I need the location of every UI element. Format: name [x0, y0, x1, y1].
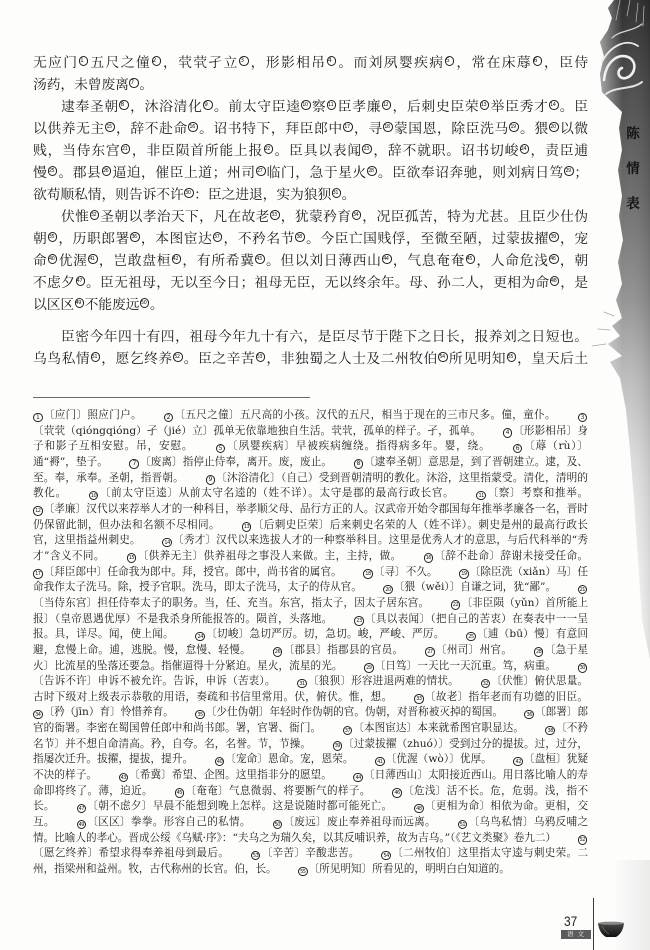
note-marker: 37	[213, 232, 223, 242]
footnote-item	[216, 440, 491, 452]
footnote-item	[129, 456, 332, 468]
footnote-term: 〔奄奄〕	[185, 784, 229, 797]
footnote-number: 55	[298, 867, 308, 877]
text-line: 臣密今年四十有四，祖母今年九十有六，是臣尽节于陛下之日长，报养刘之日短也。	[61, 329, 588, 345]
footnote-number: 43	[119, 773, 129, 783]
note-marker: 12	[382, 100, 392, 110]
footnote-term: 〔孝廉〕	[43, 502, 87, 515]
footnote-item	[77, 816, 251, 828]
footnote-explanation: 受到过分的提拔。过，过分，指屡次迁升。拔擢，提拔，提升。	[33, 737, 589, 766]
note-marker: 50	[140, 298, 150, 308]
note-marker: 16	[188, 122, 198, 132]
footnote-term: 〔夙婴疾病〕	[226, 440, 296, 453]
footnote-term: 〔逮奉圣朝〕	[364, 455, 429, 468]
text-line: 朝 35 ，历职郎署 36 ，本图宦达 37 ，不矜名节 38 。今臣亡国贱俘，至微至陋，过蒙拔擢 39 ，宠	[33, 231, 589, 247]
footnote-number: 6	[513, 444, 523, 454]
footnote-term: 〔拜臣郎中〕	[43, 565, 108, 578]
footnote-item	[273, 816, 436, 828]
footer-divider	[593, 898, 594, 950]
text-line: 以区区 49 不能废远 50 。	[33, 297, 164, 313]
footnote-number: 42	[513, 757, 523, 767]
note-marker: 21	[121, 144, 131, 154]
note-marker: 52	[173, 352, 183, 362]
footnote-number: 50	[273, 820, 283, 830]
note-marker: 46	[549, 254, 559, 264]
footnote-explanation: 孤单无依靠地独自生活。茕茕，孤单的样子。孑，孤单。	[213, 424, 482, 437]
footnote-number: 21	[578, 585, 588, 595]
note-marker: 25	[48, 166, 58, 176]
footnote-term: 〔盘桓〕	[523, 753, 567, 766]
footnote-explanation: 有意回避，怠慢上命。逋，逃脱。慢，怠慢、轻慢。	[33, 628, 589, 656]
footnote-explanation: 希望求得奉养祖母到最后。	[98, 847, 230, 860]
footnote-number: 13	[242, 522, 252, 532]
footnote-term: 〔狼狈〕	[307, 675, 352, 688]
footnote-explanation: 担任侍奉太子的职务。当，任、充当。东宫，指太子，因太子居东宫。	[97, 596, 430, 609]
footnote-number: 45	[175, 788, 185, 798]
footnote-term: 〔除臣洗（xiǎn）马〕	[469, 565, 578, 578]
footnote-number: 30	[578, 663, 588, 673]
footnote-explanation: 气息微弱、将要断气的样子。	[228, 784, 371, 797]
footnote-term: 〔日笃〕	[374, 659, 418, 672]
footnote-explanation: 指年老而有功德的旧臣。	[468, 690, 589, 703]
footnote-number: 49	[77, 820, 87, 830]
footnote-term: 〔郡县〕	[283, 643, 328, 656]
footnote-explanation: 一天比一天沉重。笃，病重。	[417, 659, 557, 672]
footnote-term: 〔急于星火〕	[33, 643, 589, 672]
footnote-number: 51	[458, 820, 468, 830]
footnote-term: 〔寻〕	[373, 565, 406, 578]
note-marker: 33	[270, 210, 280, 220]
footnote-term: 〔故老〕	[424, 690, 469, 703]
note-marker: 44	[382, 254, 392, 264]
note-marker: 29	[564, 166, 574, 176]
footnote-explanation: 照应门户。	[87, 409, 142, 421]
note-marker: 13	[480, 100, 490, 110]
footnote-explanation: 供养祖母之事没人来做。主，主持，做。	[203, 549, 402, 562]
footnote-term: 〔后刺史臣荣〕	[252, 518, 330, 531]
footnote-number: 18	[363, 569, 373, 579]
note-marker: 22	[264, 144, 274, 154]
note-marker: 7	[129, 78, 139, 88]
note-marker: 4	[327, 56, 337, 66]
footnote-number: 7	[129, 459, 139, 469]
footnote-number: 53	[251, 851, 261, 861]
footnote-number: 5	[216, 444, 226, 454]
note-marker: 3	[239, 56, 249, 66]
footnote-number: 27	[425, 647, 435, 657]
footnote-explanation: 年轻时作伪朝的官。伪朝，对晋称被灭掉的蜀国。	[269, 706, 504, 719]
note-marker: 18	[383, 122, 393, 132]
note-marker: 24	[520, 144, 530, 154]
page-number: 37	[564, 913, 578, 929]
footnote-item	[215, 753, 354, 765]
footnote-term: 〔希冀〕	[129, 769, 172, 782]
footnote-item	[383, 581, 556, 593]
footnote-number: 1	[33, 413, 43, 423]
footnote-term: 〔伏惟〕	[491, 675, 535, 688]
main-text	[33, 52, 588, 370]
subject-label: 语 文	[561, 930, 591, 939]
text-line: 无应门 1 五尺之僮 2 ，茕茕孑立 3 ，形影相吊 4 。而刘夙婴疾病 5 ，常在床蓐 6 ，臣侍	[33, 55, 589, 71]
footnote-term: 〔宠命〕	[225, 753, 269, 766]
footnote-term: 〔茕茕（qióngqióng）孑（jié）立〕	[33, 424, 214, 437]
footnote-term: 〔州司〕	[435, 643, 480, 656]
note-marker: 45	[466, 254, 476, 264]
footnote-explanation: 早晨不能想到晚上怎样。这是说随时都可能死亡。	[152, 800, 393, 813]
footnote-number: 39	[333, 741, 343, 751]
footnote-term: 〔切峻〕	[205, 628, 250, 641]
footnote-explanation: 活不长。危，危弱。浅，指不长。	[33, 784, 589, 813]
footnote-explanation: 恩命。宠，恩荣。	[268, 753, 354, 766]
footnote-number: 38	[545, 726, 555, 736]
note-marker: 39	[549, 232, 559, 242]
footnote-explanation: 乌鸦反哺之情。比喻人的孝心。晋成公绥《乌赋·序》：“夫乌之为瑞久矣，以其反哺识养，故为吉乌。”（《艺文类聚》卷九二）	[33, 816, 589, 844]
note-marker: 31	[332, 188, 342, 198]
footnote-explanation: 俯伏思量。古时下级对上级表示恭敬的用语，奏疏和书信里常用。伏，俯伏。惟，想。	[33, 675, 589, 703]
footnote-explanation: 辞谢未接受任命。	[500, 549, 589, 562]
footnote-item	[127, 550, 402, 562]
footnote-explanation: 郎官的衙署。李密在蜀国曾任郎中和尚书郎。署，官署、衙门。	[33, 706, 589, 735]
footnote-item	[89, 487, 455, 499]
note-marker: 36	[130, 232, 140, 242]
footnote-item	[33, 706, 174, 718]
footnote-explanation: 比流星的坠落还要急。指催逼得十分紧迫。星火，流星的光。	[54, 659, 343, 672]
footnote-item	[298, 863, 510, 875]
note-marker: 27	[256, 166, 266, 176]
footnote-number: 11	[476, 491, 486, 501]
note-marker: 23	[362, 144, 372, 154]
footnote-number: 19	[459, 569, 469, 579]
footnote-explanation: 废止奉养祖母而远离。	[326, 816, 436, 829]
note-marker: 32	[90, 210, 100, 220]
footnote-number: 37	[343, 726, 353, 736]
footnote-number: 4	[503, 428, 513, 438]
footnote-term: 〔察〕	[486, 487, 522, 500]
note-marker: 8	[119, 100, 129, 110]
footnote-number: 17	[33, 569, 43, 579]
footnote-number: 14	[162, 538, 172, 548]
footnote-explanation: （把自己的苦衷）在奏表中一一呈报。具，详尽。闻，使上闻。	[33, 612, 589, 641]
footnote-item	[77, 800, 393, 812]
footnote-term: 〔危浅〕	[402, 784, 447, 797]
footnotes	[33, 408, 588, 878]
footnote-explanation: 申诉不被允许。告诉，申诉（苦衷）。	[97, 675, 276, 688]
footnote-item	[33, 409, 142, 421]
footnote-number: 34	[33, 710, 43, 720]
footnote-item	[175, 785, 371, 797]
note-marker: 26	[102, 166, 112, 176]
footnote-term: 〔辞不赴命〕	[434, 549, 501, 562]
footnote-term: 〔前太守臣逵〕	[99, 487, 179, 500]
footnote-explanation: 指停止侍奉，离开。废，废止。	[182, 455, 333, 468]
footnote-explanation: 本来就希图官职显达。	[417, 722, 525, 735]
note-marker: 15	[105, 122, 115, 132]
note-marker: 5	[445, 56, 455, 66]
footnote-number: 46	[392, 788, 402, 798]
footnote-number: 23	[354, 616, 364, 626]
footnote-explanation: 考察和推举。	[521, 487, 589, 500]
footnote-term: 〔告诉不许〕	[33, 675, 98, 688]
text-line: 贱，当侍东宫 21 ，非臣陨首所能上报 22 。臣具以表闻 23 ，辞不就职。诏书切峻 24 ，责臣逋	[33, 143, 588, 159]
footnote-explanation: 辛酸悲苦。	[305, 847, 360, 860]
footnote-term: 〔废远〕	[283, 816, 327, 829]
footnote-term: 〔朝不虑夕〕	[87, 800, 153, 813]
footnote-item	[375, 753, 492, 765]
footnote-explanation: 急切严厉。切，急切。峻，严峻、严厉。	[249, 628, 445, 641]
note-marker: 10	[301, 100, 311, 110]
footnote-explanation: 拳拳。形容自己的私情。	[130, 816, 251, 829]
footnote-explanation: 汉代以来选拔人才的一种察举科目。这里是优秀人才的意思，与后代科举的“秀才”含义不同。	[33, 534, 589, 562]
footnote-term: 〔所见明知〕	[308, 863, 373, 876]
note-marker: 9	[203, 100, 213, 110]
footnote-explanation: 通“褥”，垫子。	[33, 455, 108, 468]
note-marker: 49	[75, 298, 85, 308]
footnote-explanation: 汉代以来荐举人才的一种科目，举孝顺父母、品行方正的人。汉武帝开始令郡国每年推举孝廉各一名，晋时仍保留此制，但办法和名额不尽相同。	[33, 502, 589, 531]
footnote-term: 〔少仕伪朝〕	[205, 706, 270, 719]
footnote-explanation: 不久。	[405, 565, 438, 578]
footnote-number: 36	[524, 710, 534, 720]
text-line: 乌鸟私情 51 ，愿乞终养 52 。臣之辛苦 53 ，非独蜀之人士及二州牧伯 54 所见明知 55 ，皇天后土	[33, 351, 589, 367]
footnote-term: 〔沐浴清化〕	[216, 471, 281, 484]
footnote-term: 〔具以表闻〕	[364, 612, 431, 625]
note-marker: 14	[549, 100, 559, 110]
footnote-term: 〔形影相吊〕	[513, 424, 578, 437]
footnote-term: 〔过蒙拔擢（zhuó）〕	[343, 737, 450, 750]
note-marker: 1	[79, 56, 89, 66]
footnote-explanation: （自己）受到晋朝清明的教化。沐浴，这里指蒙受。清化，清明的教化。	[33, 471, 589, 500]
footnote-item	[195, 628, 444, 640]
footnote-explanation: 所看见的，明明白白知道的。	[372, 863, 510, 876]
footnote-term: 〔二州牧伯〕	[391, 847, 458, 860]
footnote-term: 〔愿乞终养〕	[33, 847, 99, 860]
footnote-explanation: 早被疾病缠绕。指得病多年。婴，绕。	[295, 440, 491, 453]
footnote-number: 32	[481, 679, 491, 689]
note-marker: 43	[255, 254, 265, 264]
footnote-term: 〔日薄西山〕	[363, 769, 428, 782]
footnote-item	[297, 675, 459, 687]
note-marker: 38	[295, 232, 305, 242]
note-marker: 6	[533, 56, 543, 66]
footnote-number: 2	[164, 413, 174, 423]
footnote-number: 9	[206, 475, 216, 485]
footnote-term: 〔逋（bū）慢〕	[476, 628, 556, 641]
footnote-term: 〔本图宦达〕	[353, 722, 418, 735]
footnote-term: 〔区区〕	[87, 816, 131, 829]
paragraph-2	[33, 96, 588, 206]
paragraph-1	[33, 52, 588, 96]
footnote-explanation: 任命我为郎中。拜，授官。郎中，尚书省的属官。	[107, 565, 342, 578]
footnote-explanation: 任命我作太子洗马。除，授予官职。洗马，即太子洗马，太子的侍从官。	[33, 565, 589, 594]
footnote-explanation: 优厚。	[459, 753, 492, 766]
paragraph-4	[33, 326, 588, 370]
footnote-number: 31	[297, 679, 307, 689]
footnote-number: 8	[354, 459, 364, 469]
footnote-term: 〔优渥（wò）〕	[385, 753, 460, 766]
footnote-number: 54	[381, 851, 391, 861]
footnote-number: 26	[273, 647, 283, 657]
footnote-explanation: 意思是，到了晋朝建立。逮，及、至。奉，承奉。圣朝，指晋朝。	[33, 455, 589, 484]
footnote-explanation: 犹疑不决的样子。	[33, 753, 589, 782]
note-marker: 54	[438, 352, 448, 362]
footnote-number: 22	[451, 600, 461, 610]
note-marker: 41	[88, 254, 98, 264]
footnote-item	[343, 722, 524, 734]
text-line: 伏惟 32 圣朝以孝治天下，凡在故老 33 ，犹蒙矜育 34 ，况臣孤苦，特为尤甚。且臣少仕伪	[61, 209, 588, 225]
footnote-number: 10	[89, 491, 99, 501]
text-line: 不虑夕 47 。臣无祖母，无以至今日；祖母无臣，无以终余年。母、孙二人，更相为命 48 ，是	[33, 275, 588, 291]
footnote-term: 〔秀才〕	[172, 534, 217, 547]
bowl-icon	[597, 920, 627, 940]
note-marker: 42	[172, 254, 182, 264]
footnote-explanation: 指郡县的官员。	[327, 643, 404, 656]
footnote-explanation: 自谦之词，犹“鄙”。	[460, 581, 557, 594]
footnote-term: 〔废离〕	[139, 455, 183, 468]
paragraph-3	[33, 206, 588, 316]
footnote-term: 〔不矜名节〕	[33, 722, 589, 750]
footnote-explanation: 后来刺史名荣的人（姓不详）。刺史是州的最高行政长官，这里指益州刺史。	[33, 518, 588, 547]
note-marker: 19	[509, 122, 519, 132]
note-marker: 17	[343, 122, 353, 132]
footnote-number: 3	[578, 413, 588, 423]
footnote-item	[251, 847, 360, 859]
note-marker: 2	[152, 56, 162, 66]
footnote-number: 15	[127, 553, 137, 563]
footnote-item	[414, 691, 588, 703]
footnote-explanation: 并不想自命清高。矜，自夸。名，名誉。节，节操。	[65, 737, 312, 750]
footnote-number: 29	[364, 663, 374, 673]
footnote-term: 〔当侍东宫〕	[33, 596, 98, 609]
footnote-separator	[33, 397, 310, 398]
footnote-term: 〔郎署〕	[534, 706, 578, 719]
footnote-term: 〔五尺之僮〕	[174, 409, 240, 421]
footnote-number: 12	[33, 506, 43, 516]
text-line: 慢 25 。郡县 26 逼迫，催臣上道；州司 27 临门，急于星火 28 。臣欲奉诏奔驰，则刘病日笃 29 ；	[33, 165, 589, 181]
footnote-term: 〔非臣陨（yǔn）首所能上报〕	[33, 596, 589, 625]
footnote-number: 41	[375, 757, 385, 767]
note-marker: 28	[367, 166, 377, 176]
note-marker: 51	[91, 352, 101, 362]
footnote-number: 24	[195, 632, 205, 642]
footnote-item	[425, 644, 512, 656]
footnote-explanation: （皇帝恩遇优厚）不是我杀身所能报答的。陨首，头落地。	[54, 612, 333, 625]
note-marker: 35	[48, 232, 58, 242]
text-line: 以供养无主 15 ，辞不赴命 16 。诏书特下，拜臣郎中 17 ，寻 18 蒙国恩，除臣洗马 19 。猥 20 以微	[33, 121, 589, 137]
footnote-explanation: 从前太守名逵的（姓不详）。太守是郡的最高行政长官。	[178, 487, 455, 500]
footnote-term: 〔辛苦〕	[261, 847, 306, 860]
footnote-number: 33	[414, 694, 424, 704]
side-title: 陈情表	[626, 126, 640, 212]
footnote-explanation: 州官。	[479, 643, 513, 656]
text-line: 命 40 优渥 41 ，岂敢盘桓 42 ，有所希冀 43 。但以刘日薄西山 44 ，气息奄奄 45 ，人命危浅 46 ，朝	[33, 253, 589, 269]
footnote-number: 20	[383, 585, 393, 595]
footnote-term: 〔应门〕	[43, 409, 88, 421]
footnote-term: 〔猥（wěi）〕	[393, 581, 461, 594]
footnote-item	[363, 566, 437, 578]
footnote-explanation: 五尺高的小孩。汉代的五尺，相当于现在的三市尺多。僮，童仆。	[239, 409, 556, 421]
footnote-explanation: 这里指太守逵与刺史荣。二州，指梁州和益州。牧，古代称州的长官。伯，长。	[33, 847, 589, 876]
note-marker: 40	[48, 254, 58, 264]
footnote-number: 28	[534, 647, 544, 657]
text-line: 逮奉圣朝 8 ，沐浴清化 9 。前太守臣逵 10 察 11 臣孝廉 12 ，后刺史臣荣 13 举臣秀才 14 。臣	[61, 99, 588, 115]
footnote-term: 〔更相为命〕	[424, 800, 491, 813]
footnote-number: 44	[353, 773, 363, 783]
footnote-item	[195, 706, 503, 718]
text-line: 汤药，未曾废离 7 。	[33, 77, 154, 93]
footnote-item	[164, 409, 556, 421]
footnote-item	[119, 769, 332, 781]
footnote-explanation: 身子和影子互相安慰。吊，安慰。	[33, 424, 588, 453]
footnote-number: 40	[215, 757, 225, 767]
footnote-number: 16	[424, 553, 434, 563]
note-marker: 30	[184, 188, 194, 198]
footnote-explanation: 怜惜养育。	[120, 706, 174, 719]
footnote-term: 〔乌鸟私情〕	[468, 816, 534, 829]
note-marker: 20	[549, 122, 559, 132]
footnote-explanation: 太阳接近西山。用日落比喻人的寿命即将终了。薄，迫近。	[33, 769, 589, 797]
footnote-number: 35	[195, 710, 205, 720]
footnote-number: 47	[77, 804, 87, 814]
footnote-explanation: 相依为命。更相，交互。	[33, 800, 589, 829]
note-marker: 47	[76, 276, 86, 286]
footnote-item	[273, 644, 404, 656]
footnote-term: 〔矜（jīn）育〕	[43, 706, 121, 719]
footnote-item	[364, 660, 556, 672]
footnote-number: 52	[578, 835, 588, 845]
text-line: 欲苟顺私情，则告诉不许 30 ：臣之进退，实为狼狈 31 。	[33, 187, 356, 203]
note-marker: 53	[256, 352, 266, 362]
footnote-item	[33, 566, 342, 578]
footnote-item	[424, 550, 589, 562]
footnote-term: 〔供养无主〕	[137, 549, 204, 562]
footnote-item	[476, 487, 588, 499]
ink-wash-decoration-icon	[586, 0, 650, 660]
footnote-explanation: 希望、企图。这里指非分的愿望。	[171, 769, 332, 782]
footnote-number: 48	[414, 804, 424, 814]
footnote-explanation: 形容进退两难的情状。	[351, 675, 459, 688]
note-marker: 48	[550, 276, 560, 286]
footnote-number: 25	[466, 632, 476, 642]
note-marker: 11	[327, 100, 337, 110]
note-marker: 55	[507, 352, 517, 362]
note-marker: 34	[352, 210, 362, 220]
footnote-term: 〔蓐（rù）〕	[523, 440, 589, 453]
